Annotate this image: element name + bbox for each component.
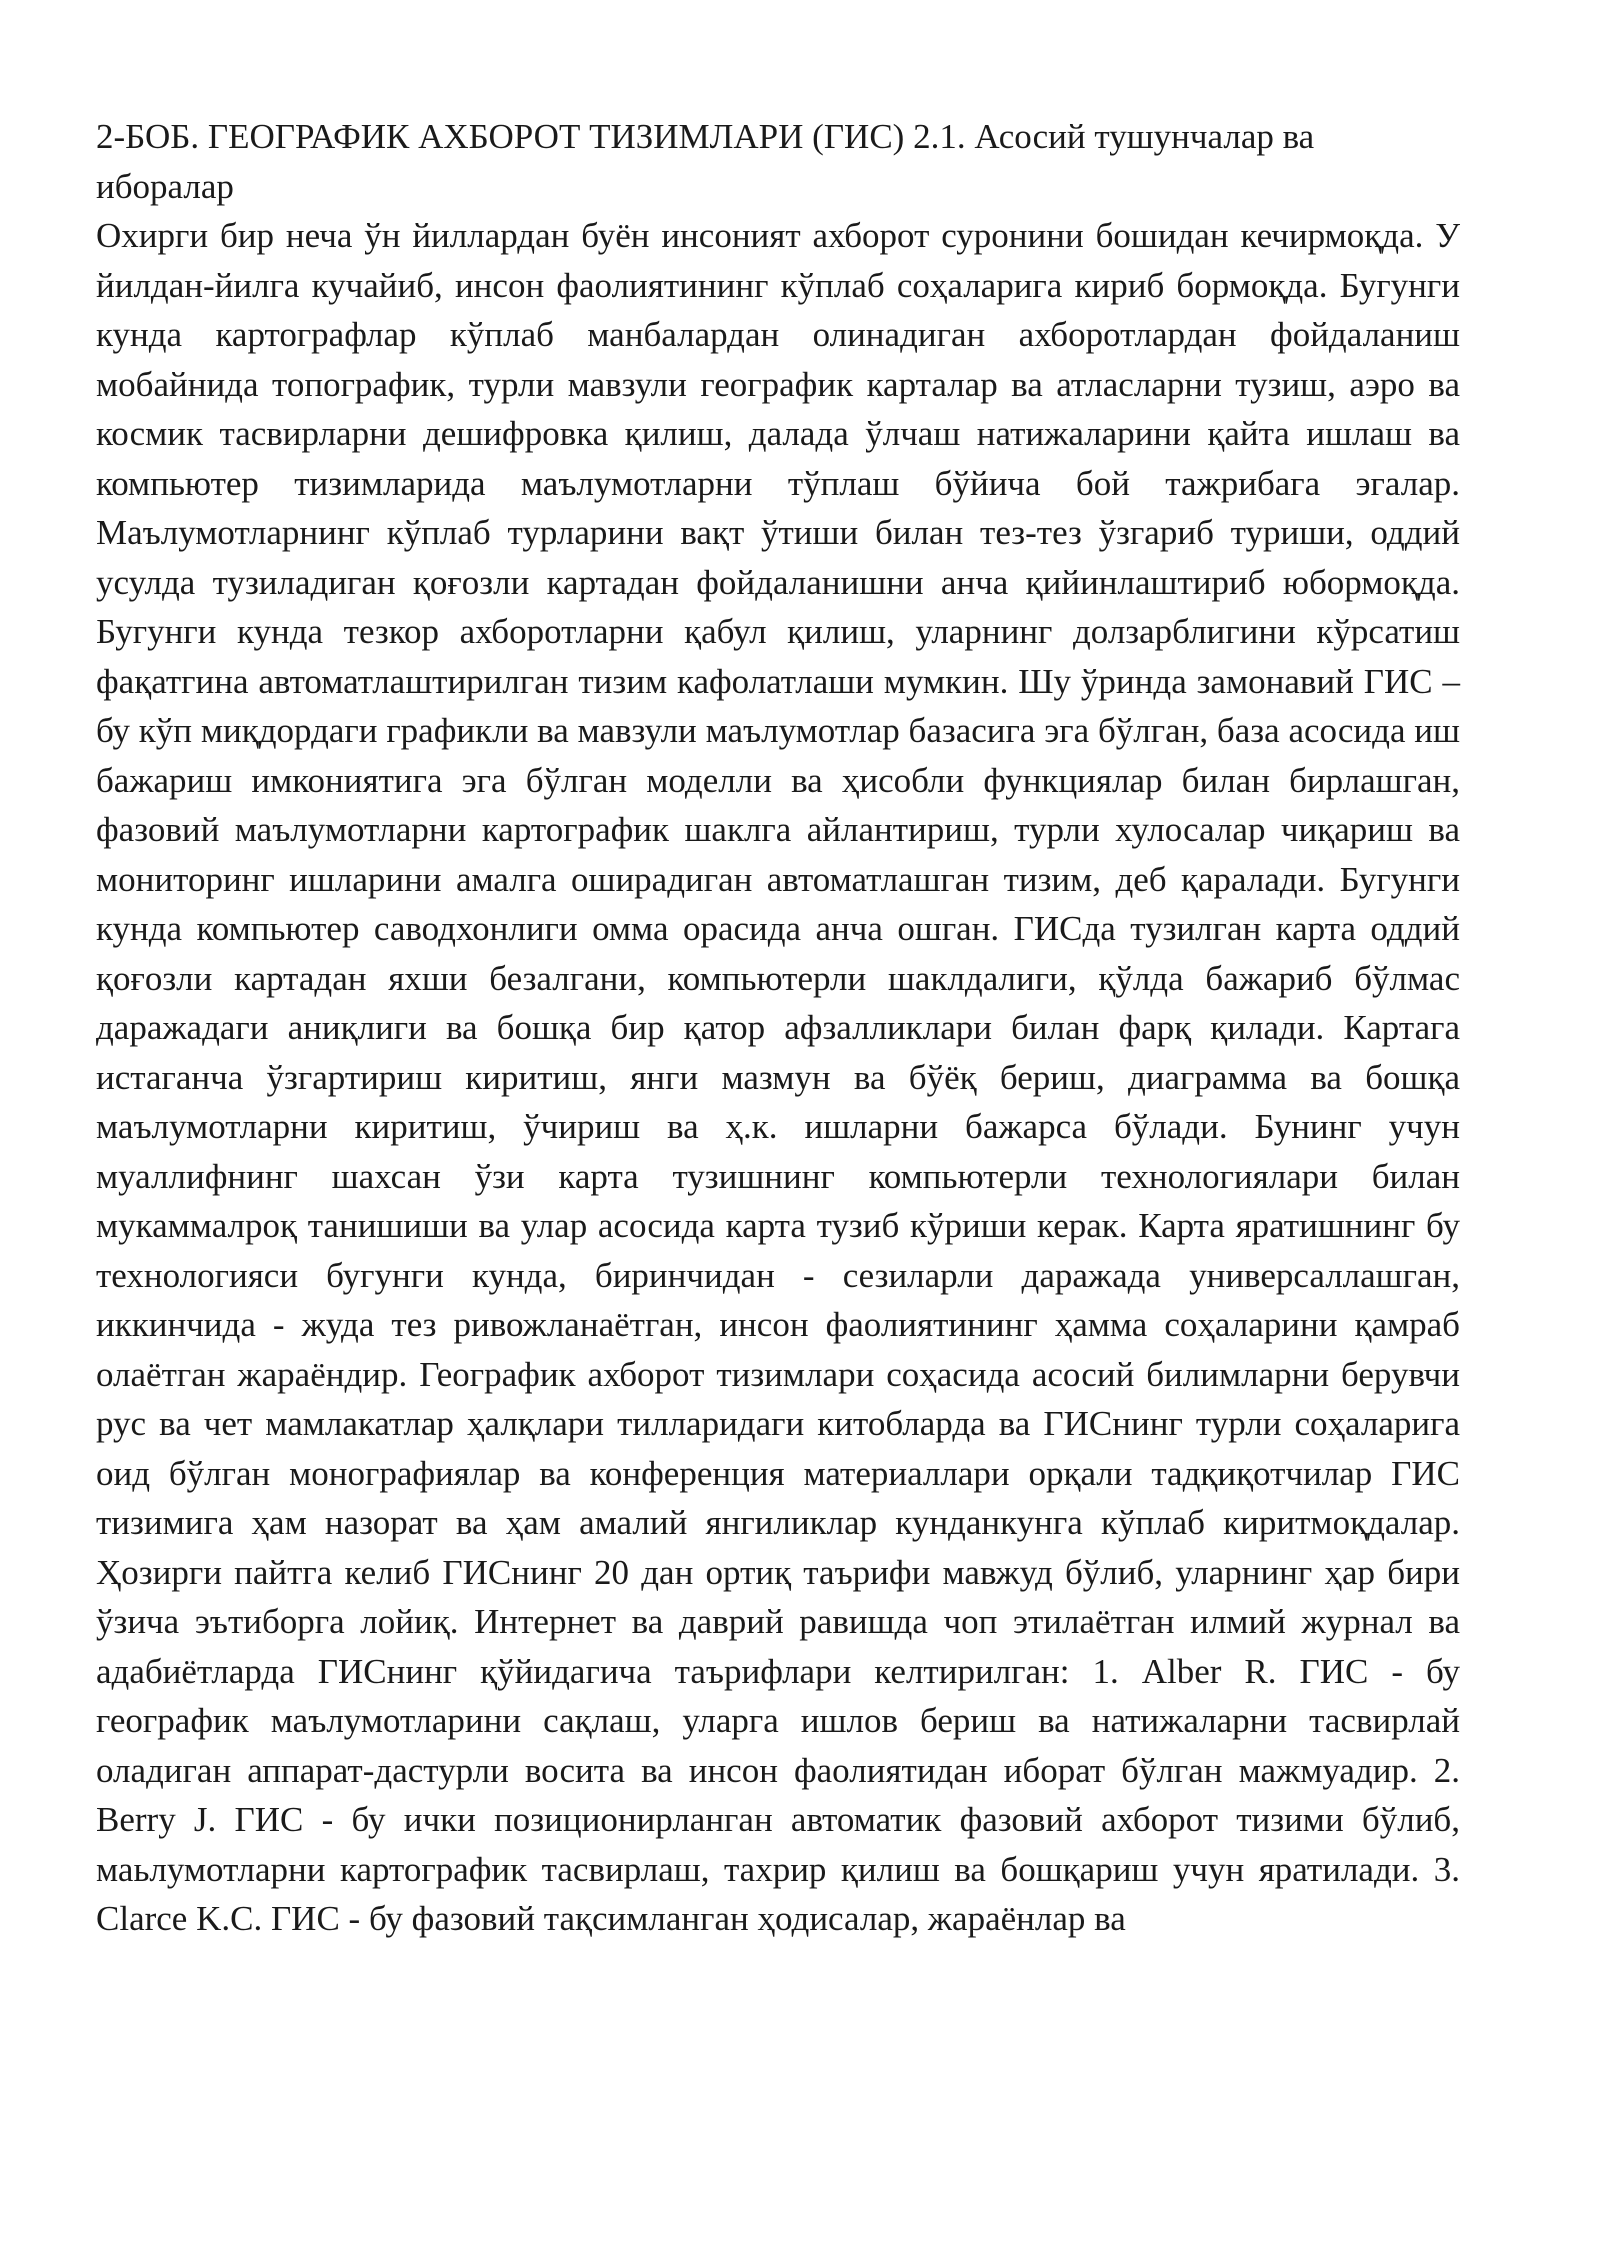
document-page <box>96 112 1460 1944</box>
body-paragraph: Охирги бир неча ўн йиллардан буён инсоният ахборот суронини бошидан кечирмоқда. У йилдан-йилга кучайиб, инсон фаолиятининг кўплаб соҳаларига кириб бормоқда. Бугунги кунда картографлар кўплаб манбалардан олинадиган ахборотлардан фойдаланиш мобайнида топографик, турли мавзули географик карталар ва атласларни тузиш, аэро ва космик тасвирларни дешифровка қилиш, далада ўлчаш натижаларини қайта ишлаш ва компьютер тизимларида маълумотларни тўплаш бўйича бой тажрибага эгалар. Маълумотларнинг кўплаб турларини вақт ўтиши билан тез-тез ўзгариб туриши, оддий усулда тузиладиган қоғозли картадан фойдаланишни анча қийинлаштириб юбормоқда. Бугунги кунда тезкор ахборотларни қабул қилиш, уларнинг долзарблигини кўрсатиш фақатгина автоматлаштирилган тизим кафолатлаши мумкин. Шу ўринда замонавий ГИС – бу кўп миқдордаги графикли ва мавзули маълумотлар базасига эга бўлган, база асосида иш бажариш имкониятига эга бўлган моделли ва ҳисобли функциялар билан бирлашган, фазовий маълумотларни картографик шаклга айлантириш, турли хулосалар чиқариш ва мониторинг ишларини амалга оширадиган автоматлашган тизим, деб қаралади. Бугунги кунда компьютер саводхонлиги омма орасида анча ошган. ГИСда тузилган карта оддий қоғозли картадан яхши безалгани, компьютерли шаклдалиги, қўлда бажариб бўлмас даражадаги аниқлиги ва бошқа бир қатор афзалликлари билан фарқ қилади. Картага истаганча ўзгартириш киритиш, янги мазмун ва бўёқ бериш, диаграмма ва бошқа маълумотларни киритиш, ўчириш ва ҳ.к. ишларни бажарса бўлади. Бунинг учун муаллифнинг шахсан ўзи карта тузишнинг компьютерли технологиялари билан мукаммалроқ танишиши ва улар асосида карта тузиб кўриши керак. Карта яратишнинг бу технологияси бугунги кунда, биринчидан - сезиларли даражада универсаллашган, иккинчида - жуда тез ривожланаётган, инсон фаолиятининг ҳамма соҳаларини қамраб олаётган жараёндир. Географик ахборот тизимлари соҳасида асосий билимларни берувчи рус ва чет мамлакатлар ҳалқлари тилларидаги китобларда ва ГИСнинг турли соҳаларига оид бўлган монографиялар ва конференция материаллари орқали тадқиқотчилар ГИС тизимига ҳам назорат ва ҳам амалий янгиликлар кунданкунга кўплаб киритмоқдалар. Ҳозирги пайтга келиб ГИСнинг 20 дан ортиқ таърифи мавжуд бўлиб, уларнинг ҳар бири ўзича эътиборга лойиқ. Интернет ва даврий равишда чоп этилаётган илмий журнал ва адабиётларда ГИСнинг қўйидагича таърифлари келтирилган: 1. Alber R. ГИС - бу географик маълумотларини сақлаш, уларга ишлов бериш ва натижаларни тасвирлай оладиган аппарат-дастурли восита ва инсон фаолиятидан иборат бўлган мажмуадир. 2. Berry J. ГИС - бу ички позиционирланган автоматик фазовий ахборот тизими бўлиб, маьлумотларни картографик тасвирлаш, тахрир қилиш ва бошқариш учун яратилади. 3. Clarce K.C. ГИС - бу фазовий тақсимланган ҳодисалар, жараёнлар ва <box>96 216 1460 1938</box>
section-heading: 2-БОБ. ГЕОГРАФИК АХБОРОТ ТИЗИМЛАРИ (ГИС) 2.1. Асосий тушунчалар ва иборалар <box>96 117 1315 206</box>
